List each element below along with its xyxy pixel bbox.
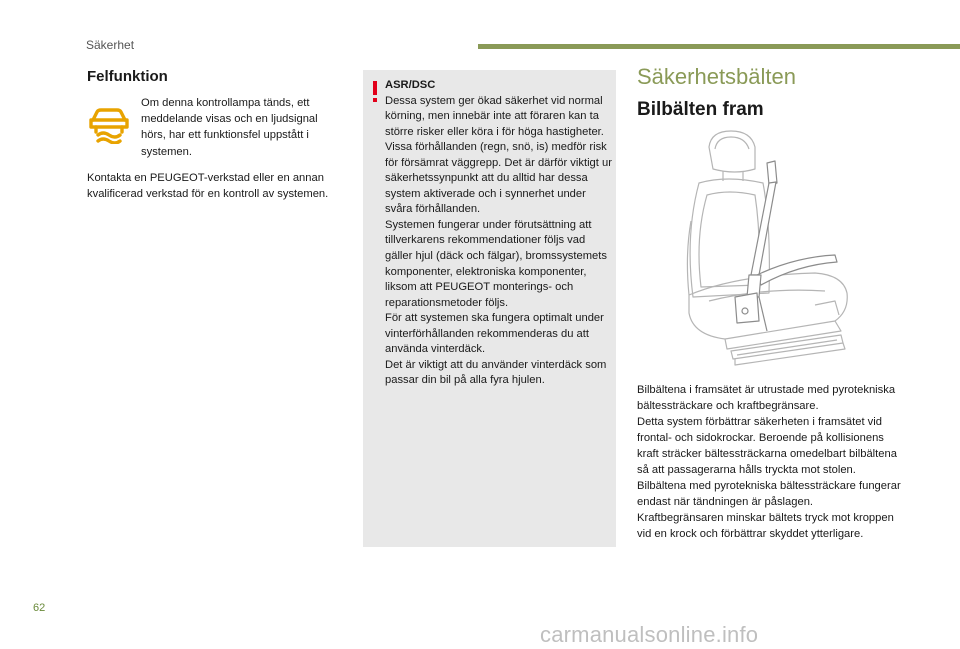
seatbelt-warning-icon [87, 100, 131, 144]
asr-paragraph: Vissa förhållanden (regn, snö, is) medför risk för försämrat väggrepp. Det är därför viktigt ur säkerhetssynpunkt att du alltid har dessa system aktiverade och i synnerhet under svåra förhållanden. [385, 141, 612, 216]
belt-paragraph: Detta system förbättrar säkerheten i framsätet vid frontal- och sidokrockar. Beroende på kollisionens kraft sträcker bältessträckarna omedelbart bilbältena så att passagerarna hålls tryckta mot stolen. [637, 415, 897, 476]
asr-dsc-title: ASR/DSC [385, 79, 436, 91]
seatbelt-description [637, 383, 907, 543]
asr-paragraph: Det är viktigt att du använder vinterdäck som passar din bil på alla fyra hjulen. [385, 358, 607, 387]
page-number: 62 [33, 602, 46, 614]
exclamation-icon [372, 81, 378, 103]
header-bar [478, 44, 960, 49]
belt-paragraph: Bilbältena i framsätet är utrustade med pyrotekniska bältessträckare och kraftbegränsare. [637, 384, 896, 412]
asr-dsc-content [385, 78, 613, 389]
asr-paragraph: Systemen fungerar under förutsättning att tillverkarens rekommendationer följs vad gäller hjul (däck och fälgar), bromssystemets komponenter, elektroniska komponenter, liksom att PEUGEOT monterings- och reparationsmetoder följs. [385, 218, 607, 309]
belt-paragraph: Bilbältena med pyrotekniska bältessträckare fungerar endast när tändningen är påslagen. [637, 479, 901, 508]
watermark: carmanualsonline.info [540, 622, 759, 647]
lamp-description: Om denna kontrollampa tänds, ett meddelande visas och en ljudsignal hörs, har ett funktionsfel uppstått i systemen. [141, 97, 318, 158]
asr-paragraph: Dessa system ger ökad säkerhet vid normal körning, men innebär inte att föraren kan ta större risker eller köra i för höga hastigheter. [385, 94, 604, 138]
section-label: Säkerhet [86, 38, 135, 52]
car-seat-illustration [665, 125, 860, 375]
section-heading: Säkerhetsbälten [637, 64, 796, 89]
asr-paragraph: För att systemen ska fungera optimalt under vinterförhållanden rekommenderas du att använda vinterdäck. [385, 312, 604, 356]
belt-paragraph: Kraftbegränsaren minskar bältets tryck mot kroppen vid en krock och förbättrar skyddet ytterligare. [637, 511, 894, 540]
contact-instruction: Kontakta en PEUGEOT-verkstad eller en annan kvalificerad verkstad för en kontroll av systemen. [87, 172, 329, 200]
subsection-heading: Bilbälten fram [637, 99, 764, 120]
felfunktion-title: Felfunktion [87, 68, 168, 85]
